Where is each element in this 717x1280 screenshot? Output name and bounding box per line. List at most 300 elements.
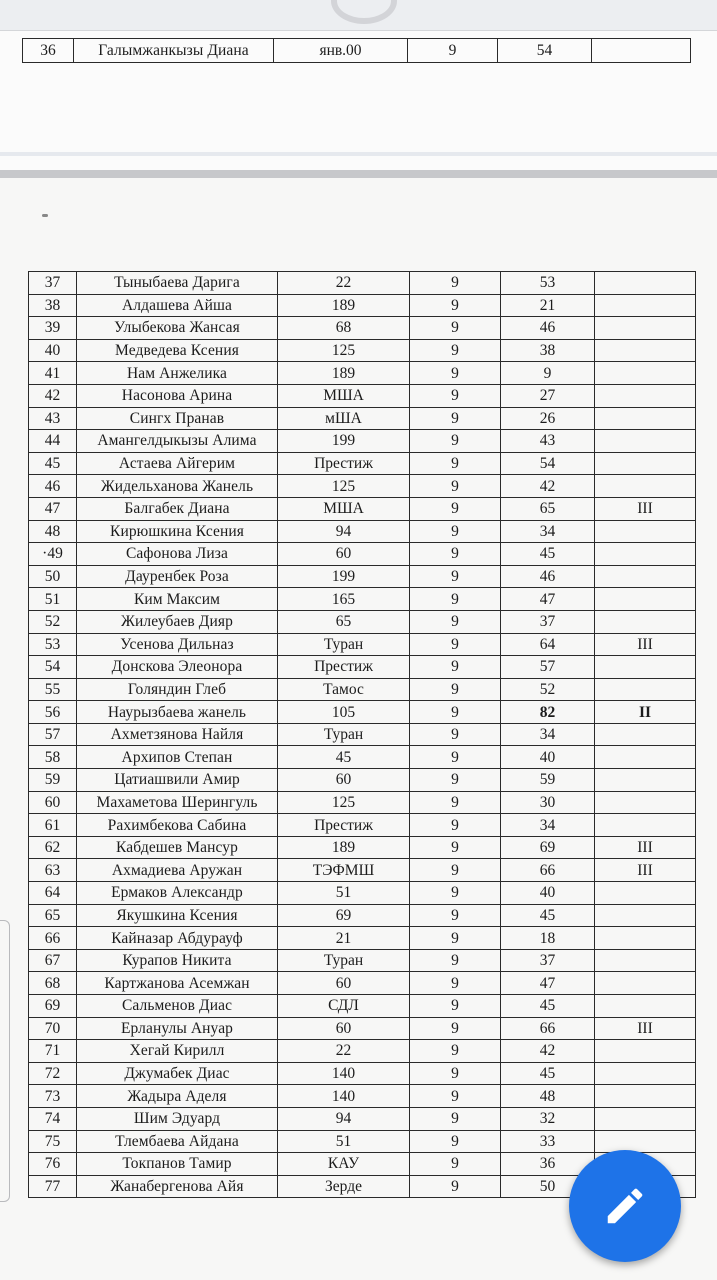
school-cell: 51 [278,882,410,905]
score-cell: 21 [501,294,595,317]
table-row [29,294,696,317]
grade-cell: 9 [410,1175,501,1198]
student-name-cell: Медведева Ксения [77,339,278,362]
row-number-cell: 72 [29,1062,77,1085]
score-cell: 54 [501,452,595,475]
table-row [29,452,696,475]
student-name-cell: Амангелдыкызы Алима [77,430,278,453]
school-cell: Туран [278,633,410,656]
grade-cell: 9 [410,452,501,475]
table-row [29,723,696,746]
prize-cell [595,656,696,679]
prize-cell [595,430,696,453]
prize-cell [595,882,696,905]
prize-cell: III [595,633,696,656]
score-cell: 37 [501,949,595,972]
prize-cell [595,1062,696,1085]
grade-cell: 9 [410,475,501,498]
table-row [29,1107,696,1130]
school-cell: мША [278,407,410,430]
prize-cell [595,588,696,611]
table-row [29,475,696,498]
student-name-cell: Шим Эдуард [77,1107,278,1130]
grade-cell: 9 [410,927,501,950]
score-cell: 47 [501,972,595,995]
row-number-cell: 39 [29,317,77,340]
score-cell: 64 [501,633,595,656]
row-number-cell: 46 [29,475,77,498]
edit-fab-button[interactable] [569,1150,681,1262]
student-name-cell: Алдашева Айша [77,294,278,317]
score-cell: 43 [501,430,595,453]
prize-cell: III [595,859,696,882]
student-name-cell: Ермаков Александр [77,882,278,905]
table-row [29,317,696,340]
school-cell: Зерде [278,1175,410,1198]
score-cell: 37 [501,610,595,633]
table-row [29,927,696,950]
school-cell: Туран [278,949,410,972]
row-number-cell: 69 [29,995,77,1018]
table-row [29,362,696,385]
prize-cell [595,543,696,566]
school-cell: Туран [278,723,410,746]
school-cell: 199 [278,430,410,453]
edge-scroll-handle[interactable] [0,920,10,1202]
table-row [29,746,696,769]
score-cell: 42 [501,1040,595,1063]
row-number-cell: 75 [29,1130,77,1153]
row-number-cell: 68 [29,972,77,995]
table-row [29,610,696,633]
score-cell: 48 [501,1085,595,1108]
prize-cell [595,384,696,407]
table-row [29,1017,696,1040]
score-cell: 34 [501,814,595,837]
grade-cell: 9 [410,633,501,656]
school-cell: 94 [278,520,410,543]
grade-cell: 9 [410,1107,501,1130]
school-cell: 60 [278,972,410,995]
row-number-cell: 55 [29,678,77,701]
student-name-cell: Жадыра Аделя [77,1085,278,1108]
table-row [29,633,696,656]
row-number-cell: ·49 [29,543,77,566]
score-cell: 18 [501,927,595,950]
student-name-cell: Голяндин Глеб [77,678,278,701]
student-name-cell: Жилеубаев Дияр [77,610,278,633]
school-cell: 189 [278,294,410,317]
row-number-cell: 67 [29,949,77,972]
score-cell: 47 [501,588,595,611]
prize-cell [595,272,696,295]
row-number-cell: 50 [29,565,77,588]
grade-cell: 9 [410,995,501,1018]
table-row [29,520,696,543]
table-row [29,588,696,611]
row-number-cell: 65 [29,904,77,927]
grade-cell: 9 [410,949,501,972]
score-cell: 45 [501,1062,595,1085]
results-table-main [28,271,696,1198]
student-name-cell: Хегай Кирилл [77,1040,278,1063]
row-number-cell: 62 [29,836,77,859]
grade-cell: 9 [410,384,501,407]
table-row [29,430,696,453]
table-row [29,972,696,995]
prize-cell [595,317,696,340]
row-number-cell: 42 [29,384,77,407]
row-number-cell: 58 [29,746,77,769]
score-cell: 65 [501,497,595,520]
school-cell: Тамос [278,678,410,701]
school-cell: 60 [278,769,410,792]
student-name-cell: Нам Анжелика [77,362,278,385]
row-number-cell: 63 [29,859,77,882]
prize-cell [592,39,691,63]
score-cell: 50 [501,1175,595,1198]
grade-cell: 9 [410,678,501,701]
grade-cell: 9 [410,769,501,792]
table-row [23,39,691,63]
student-name-cell: Тыныбаева Дарига [77,272,278,295]
score-cell: 57 [501,656,595,679]
row-number-cell: 38 [29,294,77,317]
student-name-cell: Дауренбек Роза [77,565,278,588]
score-cell: 66 [501,859,595,882]
student-name-cell: Галымжанкызы Диана [74,39,274,63]
prize-cell [595,904,696,927]
score-cell: 30 [501,791,595,814]
prize-cell [595,723,696,746]
score-cell: 27 [501,384,595,407]
score-cell: 45 [501,995,595,1018]
prize-cell [595,746,696,769]
student-name-cell: Рахимбекова Сабина [77,814,278,837]
grade-cell: 9 [410,430,501,453]
page-bottom-rule [0,152,717,156]
row-number-cell: 56 [29,701,77,724]
grade-cell: 9 [410,723,501,746]
table-row [29,565,696,588]
score-cell: 34 [501,723,595,746]
document-page-1 [0,0,717,170]
school-cell: 68 [278,317,410,340]
school-cell: 189 [278,362,410,385]
school-cell: 21 [278,927,410,950]
row-number-cell: 61 [29,814,77,837]
prize-cell [595,362,696,385]
student-name-cell: Усенова Дильназ [77,633,278,656]
school-cell: 125 [278,339,410,362]
score-cell: 82 [501,701,595,724]
prize-cell [595,1107,696,1130]
school-cell: янв.00 [274,39,408,63]
score-cell: 46 [501,565,595,588]
student-name-cell: Ахмадиева Аружан [77,859,278,882]
student-name-cell: Картжанова Асемжан [77,972,278,995]
school-cell: 140 [278,1085,410,1108]
row-number-cell: 57 [29,723,77,746]
prize-cell [595,339,696,362]
grade-cell: 9 [410,1153,501,1176]
student-name-cell: Махаметова Шерингуль [77,791,278,814]
school-cell: 199 [278,565,410,588]
student-name-cell: Улыбекова Жансая [77,317,278,340]
prize-cell: III [595,836,696,859]
page-divider [0,170,717,178]
school-cell: 189 [278,836,410,859]
grade-cell: 9 [410,272,501,295]
row-number-cell: 41 [29,362,77,385]
student-name-cell: Ахметзянова Найля [77,723,278,746]
student-name-cell: Курапов Никита [77,949,278,972]
table-row [29,882,696,905]
school-cell: 51 [278,1130,410,1153]
school-cell: Престиж [278,814,410,837]
school-cell: 22 [278,272,410,295]
table-row [29,1130,696,1153]
row-number-cell: 51 [29,588,77,611]
table-row [29,814,696,837]
school-cell: 140 [278,1062,410,1085]
table-row [29,339,696,362]
student-name-cell: Донскова Элеонора [77,656,278,679]
grade-cell: 9 [408,39,498,63]
school-cell: 125 [278,475,410,498]
student-name-cell: Наурызбаева жанель [77,701,278,724]
score-cell: 34 [501,520,595,543]
prize-cell [595,294,696,317]
grade-cell: 9 [410,1085,501,1108]
prize-cell: III [595,1017,696,1040]
prize-cell [595,814,696,837]
score-cell: 38 [501,339,595,362]
prize-cell [595,791,696,814]
row-number-cell: 60 [29,791,77,814]
table-row [29,904,696,927]
student-name-cell: Жанабергенова Айя [77,1175,278,1198]
score-cell: 69 [501,836,595,859]
score-cell: 46 [501,317,595,340]
school-cell: МША [278,497,410,520]
grade-cell: 9 [410,520,501,543]
grade-cell: 9 [410,317,501,340]
table-row [29,791,696,814]
student-name-cell: Кайназар Абдурауф [77,927,278,950]
prize-cell [595,565,696,588]
student-name-cell: Джумабек Диас [77,1062,278,1085]
prize-cell [595,678,696,701]
prize-cell [595,452,696,475]
score-cell: 42 [501,475,595,498]
student-name-cell: Якушкина Ксения [77,904,278,927]
school-cell: КАУ [278,1153,410,1176]
row-number-cell: 59 [29,769,77,792]
row-number-cell: 54 [29,656,77,679]
row-number-cell: 74 [29,1107,77,1130]
table-row [29,769,696,792]
student-name-cell: Сальменов Диас [77,995,278,1018]
table-row [29,384,696,407]
row-number-cell: 36 [23,39,74,63]
row-number-cell: 40 [29,339,77,362]
student-name-cell: Астаева Айгерим [77,452,278,475]
table-row [29,836,696,859]
school-cell: 60 [278,1017,410,1040]
prize-cell [595,475,696,498]
school-cell: 165 [278,588,410,611]
table-row [29,543,696,566]
grade-cell: 9 [410,339,501,362]
score-cell: 9 [501,362,595,385]
student-name-cell: Балгабек Диана [77,497,278,520]
grade-cell: 9 [410,1062,501,1085]
grade-cell: 9 [410,407,501,430]
student-name-cell: Кабдешев Мансур [77,836,278,859]
school-cell: МША [278,384,410,407]
grade-cell: 9 [410,836,501,859]
score-cell: 40 [501,746,595,769]
student-name-cell: Архипов Степан [77,746,278,769]
score-cell: 36 [501,1153,595,1176]
grade-cell: 9 [410,610,501,633]
school-cell: ТЭФМШ [278,859,410,882]
table-row [29,859,696,882]
grade-cell: 9 [410,543,501,566]
grade-cell: 9 [410,656,501,679]
results-table-top [22,38,691,63]
grade-cell: 9 [410,497,501,520]
grade-cell: 9 [410,565,501,588]
score-cell: 32 [501,1107,595,1130]
row-number-cell: 64 [29,882,77,905]
row-number-cell: 71 [29,1040,77,1063]
row-number-cell: 76 [29,1153,77,1176]
table-row [29,407,696,430]
prize-cell [595,1085,696,1108]
student-name-cell: Токпанов Тамир [77,1153,278,1176]
school-cell: 65 [278,610,410,633]
row-number-cell: 70 [29,1017,77,1040]
student-name-cell: Ерланулы Ануар [77,1017,278,1040]
row-number-cell: 44 [29,430,77,453]
table-row [29,1062,696,1085]
school-cell: Престиж [278,656,410,679]
row-number-cell: 73 [29,1085,77,1108]
scan-speck [42,214,48,217]
grade-cell: 9 [410,972,501,995]
grade-cell: 9 [410,904,501,927]
school-cell: 45 [278,746,410,769]
grade-cell: 9 [410,1130,501,1153]
row-number-cell: 45 [29,452,77,475]
prize-cell [595,520,696,543]
student-name-cell: Жидельханова Жанель [77,475,278,498]
grade-cell: 9 [410,294,501,317]
table-row [29,1040,696,1063]
row-number-cell: 52 [29,610,77,633]
row-number-cell: 66 [29,927,77,950]
table-row [29,949,696,972]
row-number-cell: 43 [29,407,77,430]
row-number-cell: 37 [29,272,77,295]
table-row [29,272,696,295]
score-cell: 59 [501,769,595,792]
table-row [29,497,696,520]
pencil-icon [602,1183,648,1229]
document-page-2 [0,178,717,1280]
prize-cell: II [595,701,696,724]
grade-cell: 9 [410,746,501,769]
table-row [29,1085,696,1108]
score-cell: 52 [501,678,595,701]
prize-cell [595,407,696,430]
prize-cell [595,769,696,792]
school-cell: 22 [278,1040,410,1063]
score-cell: 40 [501,882,595,905]
score-cell: 33 [501,1130,595,1153]
grade-cell: 9 [410,791,501,814]
prize-cell [595,610,696,633]
grade-cell: 9 [410,814,501,837]
score-cell: 45 [501,904,595,927]
score-cell: 45 [501,543,595,566]
table-row [29,995,696,1018]
school-cell: 60 [278,543,410,566]
score-cell: 53 [501,272,595,295]
school-cell: 105 [278,701,410,724]
prize-cell [595,949,696,972]
student-name-cell: Ким Максим [77,588,278,611]
school-cell: 94 [278,1107,410,1130]
score-cell: 26 [501,407,595,430]
row-number-cell: 53 [29,633,77,656]
row-number-cell: 48 [29,520,77,543]
grade-cell: 9 [410,859,501,882]
score-cell: 54 [498,39,592,63]
prize-cell [595,1040,696,1063]
table-row [29,701,696,724]
prize-cell: III [595,497,696,520]
school-cell: Престиж [278,452,410,475]
school-cell: СДЛ [278,995,410,1018]
grade-cell: 9 [410,1040,501,1063]
grade-cell: 9 [410,1017,501,1040]
row-number-cell: 77 [29,1175,77,1198]
student-name-cell: Цатиашвили Амир [77,769,278,792]
student-name-cell: Сафонова Лиза [77,543,278,566]
grade-cell: 9 [410,588,501,611]
student-name-cell: Тлембаева Айдана [77,1130,278,1153]
student-name-cell: Кирюшкина Ксения [77,520,278,543]
school-cell: 69 [278,904,410,927]
row-number-cell: 47 [29,497,77,520]
table-row [29,678,696,701]
student-name-cell: Насонова Арина [77,384,278,407]
prize-cell [595,927,696,950]
grade-cell: 9 [410,701,501,724]
grade-cell: 9 [410,362,501,385]
prize-cell [595,1130,696,1153]
grade-cell: 9 [410,882,501,905]
table-row [29,656,696,679]
prize-cell [595,995,696,1018]
prize-cell [595,972,696,995]
school-cell: 125 [278,791,410,814]
student-name-cell: Сингх Пранав [77,407,278,430]
score-cell: 66 [501,1017,595,1040]
